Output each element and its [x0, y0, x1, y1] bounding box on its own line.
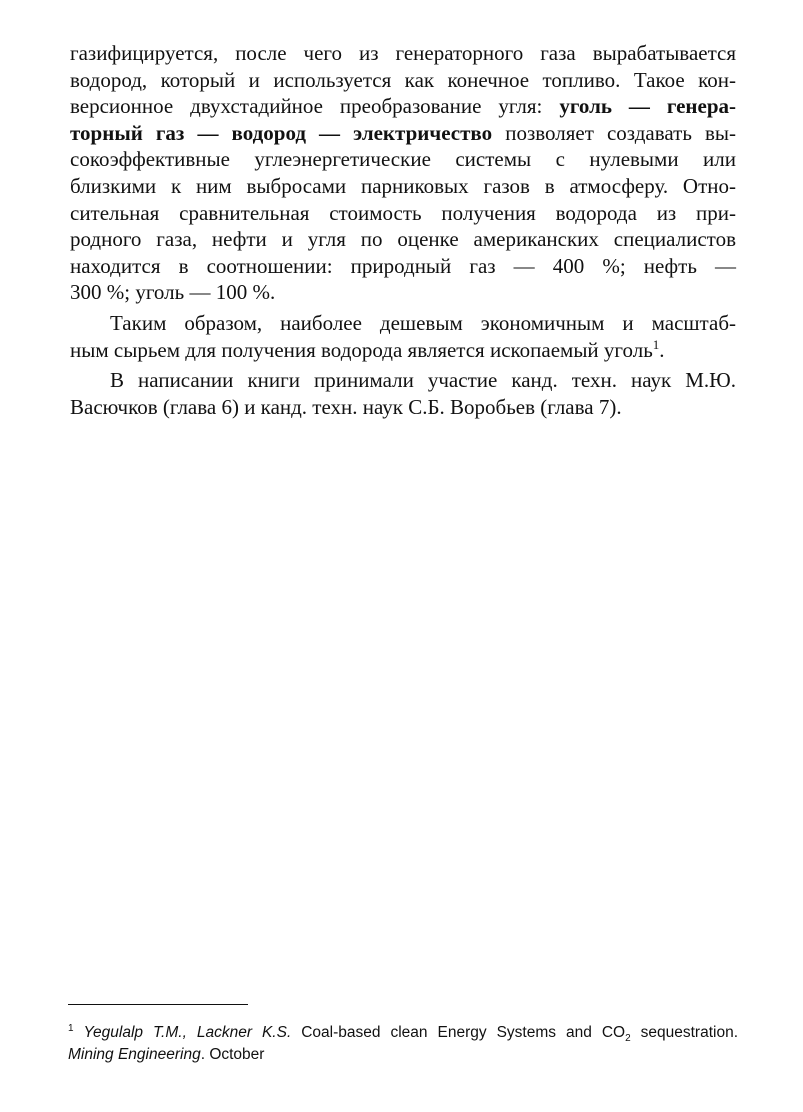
footnote-title: Coal-based clean Energy Systems and CO [301, 1024, 626, 1041]
text-line: 300 %; уголь — 100 %. [70, 280, 276, 305]
text-run: ным сырьем для получения водорода является ископаемый уголь [70, 337, 653, 362]
main-text [70, 40, 736, 420]
text-line: газифицируется, после чего из генераторного газа вырабатывается [70, 41, 736, 65]
footnote-marker: 1 [68, 1022, 74, 1034]
text-run: версионное двухстадийное преобразование угля: [70, 94, 543, 119]
footnote-month: . October [200, 1046, 265, 1063]
text-line: водород, который и используется как конечное топливо. Такое кон- [70, 67, 736, 92]
text-line [70, 337, 736, 364]
footnote-title-end: sequestration. [640, 1024, 739, 1041]
footnote-authors: Yegulalp T.M., Lackner K.S. [83, 1024, 292, 1041]
footnote [68, 1022, 738, 1066]
text-line: находится в соотношении: природный газ — 400 %; нефть — [70, 253, 736, 278]
text-line: сокоэффективные углеэнергетические системы с нулевыми или [70, 147, 736, 172]
text-run: позволяет создавать вы- [505, 120, 737, 145]
text-line: Таким образом, наиболее дешевым экономичным и масштаб- [110, 310, 736, 335]
text-run: . [659, 337, 665, 362]
paragraph-3 [70, 367, 736, 420]
text-line: В написании книги принимали участие канд. техн. наук М.Ю. [110, 368, 736, 393]
paragraph-1 [70, 40, 736, 306]
footnote-reference[interactable]: 1 [652, 336, 660, 352]
text-line: родного газа, нефти и угля по оценке американских специалистов [70, 227, 736, 252]
footnote-line [68, 1044, 738, 1066]
text-line: сительная сравнительная стоимость получения водорода из при- [70, 200, 736, 225]
text-line [70, 93, 736, 120]
footnote-separator [68, 1004, 248, 1005]
bold-chain-end: торный газ — водород — электричество [70, 120, 493, 145]
bold-chain-start: уголь — генера- [559, 94, 736, 119]
text-line: близкими к ним выбросами парниковых газов в атмосферу. Отно- [70, 173, 736, 198]
footnote-subscript: 2 [625, 1033, 631, 1045]
paragraph-2 [70, 310, 736, 363]
footnote-journal: Mining Engineering [68, 1046, 201, 1063]
text-line: Васючков (глава 6) и канд. техн. наук С.Б. Воробьев (глава 7). [70, 394, 622, 419]
text-line [70, 120, 736, 147]
footnote-line [68, 1022, 738, 1044]
